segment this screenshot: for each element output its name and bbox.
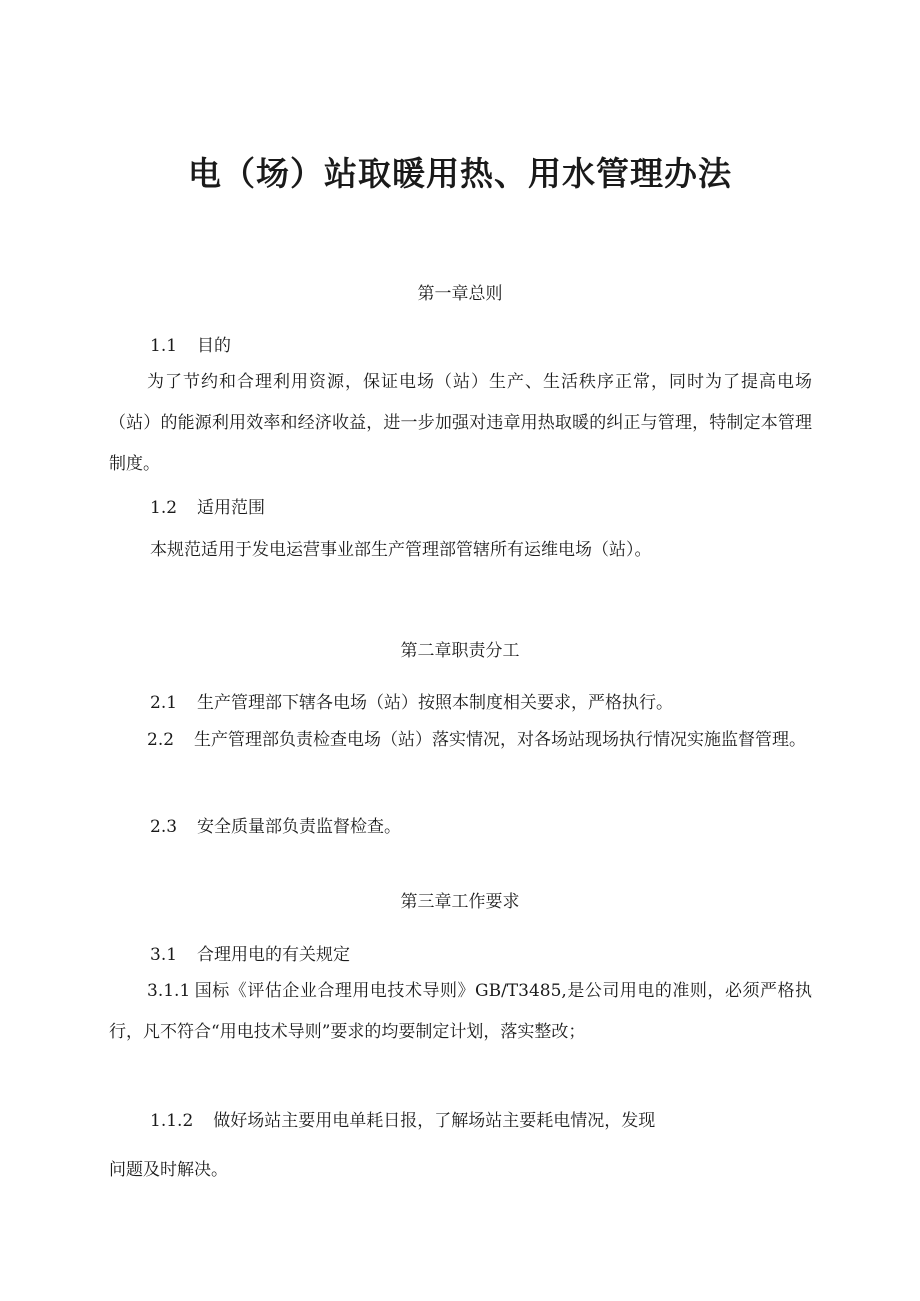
section-text: 国标《评估企业合理用电技术导则》GB/T3485,是公司用电的准则，必须严格执行，凡不符合“用电技术导则”要求的均要制定计划，落实整改； — [109, 981, 812, 1042]
section-2-3 — [150, 812, 401, 837]
paragraph-purpose: 为了节约和合理利用资源，保证电场（站）生产、生活秩序正常，同时为了提高电场（站）的能源利用效率和经济收益，进一步加强对违章用热取暖的纠正与管理，特制定本管理制度。 — [109, 372, 812, 474]
section-number: 3.1 — [150, 945, 178, 965]
section-3-1-1 — [109, 971, 812, 1053]
section-text: 安全质量部负责监督检查。 — [197, 817, 402, 837]
paragraph-scope: 本规范适用于发电运营事业部生产管理部管辖所有运维电场（站）。 — [150, 540, 652, 560]
section-text: 生产管理部负责检查电场（站）落实情况，对各场站现场执行情况实施监督管理。 — [194, 730, 807, 750]
section-2-1 — [150, 688, 673, 713]
chapter-2-heading: 第二章职责分工 — [400, 641, 520, 661]
section-number: 2.2 — [147, 730, 175, 750]
chapter-1-heading: 第一章总则 — [417, 284, 503, 304]
section-2-2 — [109, 720, 812, 761]
section-1-1-2-continued: 问题及时解决。 — [109, 1160, 228, 1180]
section-number: 2.1 — [150, 693, 178, 713]
chapter-3-heading: 第三章工作要求 — [400, 892, 520, 912]
section-text: 做好场站主要用电单耗日报，了解场站主要耗电情况，发现 — [213, 1111, 656, 1131]
section-text: 生产管理部下辖各电场（站）按照本制度相关要求，严格执行。 — [197, 693, 674, 713]
section-label: 目的 — [197, 336, 232, 356]
section-number: 2.3 — [150, 817, 178, 837]
section-3-1 — [150, 940, 350, 965]
document-title: 电（场）站取暖用热、用水管理办法 — [188, 154, 732, 193]
section-number: 3.1.1 — [147, 981, 191, 1001]
section-label: 合理用电的有关规定 — [197, 945, 351, 965]
section-number: 1.1.2 — [150, 1111, 194, 1131]
section-number: 1.1 — [150, 336, 178, 356]
section-1-2 — [150, 493, 265, 518]
section-label: 适用范围 — [197, 498, 266, 518]
section-1-1 — [150, 331, 231, 356]
section-number: 1.2 — [150, 498, 178, 518]
section-1-1-2 — [150, 1106, 655, 1131]
